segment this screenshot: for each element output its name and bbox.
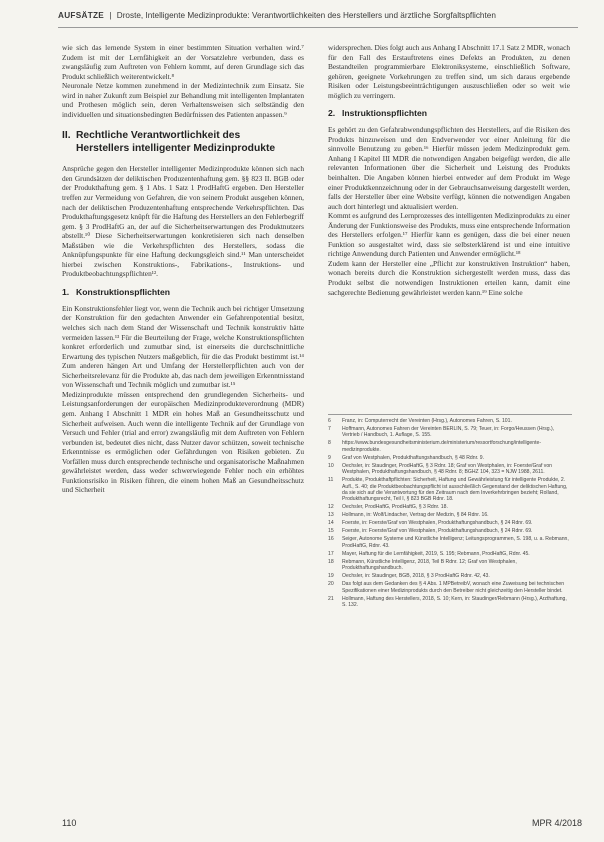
section-heading-line-1: Rechtliche Verantwortlichkeit des: [76, 130, 241, 142]
left-column: [62, 43, 304, 495]
right-paragraph-3: Zudem kann der Hersteller eine „Pflicht zur konstruktiven Instruktion“ haben, wonach bereits durch die Konstruktion sichergestellt werden muss, dass das Produkt selbst die notwendigen Instruktionen erteilen kann, damit eine sachgerechte Bedienung gewährleistet werden kann.¹⁹ Eine solche: [328, 258, 570, 297]
footnote-number: 13: [328, 512, 334, 519]
footnote-number: 6: [328, 418, 331, 424]
running-header: [58, 11, 578, 28]
footnote-number: 18: [328, 558, 334, 565]
header-section: AUFSÄTZE: [58, 11, 105, 20]
intro-paragraph-2: Neuronale Netze kommen zunehmend in der Medizintechnik zum Einsatz. Sie wird in naher Zukunft zum Beispiel zur Behandlung mit intelligenten Implantaten und Prothesen möglich sein, deren Verhaltensweisen sich selbständig den individuellen und situationsbedingten Bedürfnissen des Patienten anpassen.⁹: [62, 81, 304, 119]
footnote: [328, 581, 572, 594]
right-column: [328, 43, 570, 297]
footnotes: [328, 414, 572, 610]
footnote-number: 11: [328, 477, 334, 484]
footnote: [328, 426, 572, 439]
journal-issue: MPR 4/2018: [532, 818, 583, 828]
footnote-number: 16: [328, 536, 334, 543]
footnote-text: Rebmann, Künstliche Intelligenz, 2018, Teil B Rdnr. 12; Graf von Westphalen, Produkthaftungshandbuch.: [342, 558, 517, 572]
footnote-text: Hollmann, Haftung des Herstellers, 2018, S. 10; Kern, in: Staudinger/Rebmann (Hrsg.), Arzthaftung, S. 132.: [342, 595, 567, 609]
right-paragraph-2: Kommt es aufgrund des Lernprozesses des intelligenten Medizinprodukts zu einer Änderung der Funktionsweise des Produkts, muss eine entsprechende Information des Herstellers erfolgen.¹⁷ Hierfür kann es genügen, dass die bei einer neuen Funktion so ausgestaltet wird, dass sie selbsterklärend ist und eine intuitive richtige Anwendung durch Patienten und Anwender ermöglicht.¹⁸: [328, 211, 570, 259]
subsection-title: Instruktionspflichten: [342, 108, 427, 119]
footnote-text: Das folgt aus dem Gedanken des § 4 Abs. 1 MPBetreibV, wonach eine Zuweisung bei technischen Spezifikationen einer Medizinprodukts durch den Betreiber nicht gleichzeitig den Hersteller bindet.: [342, 581, 565, 594]
header-divider: |: [109, 11, 112, 20]
footnote-text: Graf von Westphalen, Produkthaftungshandbuch, § 48 Rdnr. 9.: [342, 454, 485, 461]
footnote-number: 10: [328, 462, 334, 469]
footnote-number: 19: [328, 573, 334, 580]
header-running-title: Droste, Intelligente Medizinprodukte: Verantwortlichkeiten des Herstellers und ärztliche Sorgfaltspflichten: [116, 11, 496, 20]
subsection-heading-2: [328, 108, 570, 118]
footnote-number: 14: [328, 520, 334, 527]
footnote: [328, 573, 572, 579]
footnote: [328, 528, 572, 534]
footnote: [328, 477, 572, 503]
intro-paragraph-1: wie sich das lernende System in einer bestimmten Situation verhalten wird.⁷ Zudem ist mit der Lernfähigkeit an der Vorsatzlehre verbunden, dass es zwangsläufig zum Auftreten von Fehlern kommt, auf deren Grundlage sich das Produkt schließlich weiterentwickelt.⁸: [62, 43, 304, 81]
subsection-number: 1.: [62, 286, 70, 297]
section-heading-line-2: Herstellers intelligenter Medizinprodukte: [76, 142, 276, 154]
footnote-text: Franz, in: Computerrecht der Vereinten (Hrsg.), Autonomes Fahren, S. 101.: [342, 418, 512, 424]
footnote-text: Hoffmann, Autonomes Fahren der Vereinten BERLIN, S. 79; Teuer, in: Forgo/Heussen (Hrsg.), Vertrieb / Handbuch, 1. Auflage, S. 155.: [342, 426, 555, 439]
footnote-text: Seiger, Autonome Systeme und Künstliche Intelligenz; Leitungsprogrammen, S. 198, u. a. Rebmann, ProdHaftG, Rdnr. 43.: [342, 536, 569, 549]
footnote-text: Oechsler, in: Staudinger, ProdHaftG, § 3 Rdnr. 18; Graf von Westphalen, in: Foerste/Graf von Westphalen, Produkthaftungshandbuch, § 48 Rdnr. 8; BGHZ 104, 323 = NJW 1988, 2611.: [342, 462, 552, 476]
footnote-text: Oechsler, in: Staudinger, BGB, 2018, § 3 ProdHaftG Rdnr. 42, 43.: [342, 573, 490, 580]
footnote-text: Oechsler, ProdHaftG, ProdHaftG, § 3 Rdnr. 18.: [342, 504, 448, 511]
footnote: [328, 520, 572, 526]
footnote: [328, 440, 572, 453]
section-number: II.: [62, 130, 71, 142]
footnote: [328, 504, 572, 510]
footnote-text: Hollmann, in: Wolf/Lindacher, Vertrag der Medizin, § 84 Rdnr. 16.: [342, 512, 489, 519]
footnote-number: 20: [328, 581, 334, 588]
footnote: [328, 463, 572, 476]
footnote: [328, 596, 572, 609]
footnote-number: 21: [328, 595, 334, 602]
subsection-number: 2.: [328, 108, 336, 119]
footnote-number: 9: [328, 454, 331, 461]
footnote: [328, 418, 572, 424]
section-paragraph: Ansprüche gegen den Hersteller intelligenter Medizinprodukte können sich nach den Grundsätzen der deliktischen Produzentenhaftung gem. §§ 823 II. BGB oder der Produkthaftung gem. § 1 Abs. 1 Satz 1 ProdHaftG ergeben. Den Hersteller treffen zur Vermeidung von Gefahren, die von seinem Produkt ausgehen können, nach der deliktischen Produzentenhaftung entsprechende Verkehrspflichten. Das Produkthaftungsgesetz knüpft für die Haftung des Herstellers an den Fehlerbegriff gem. § 3 ProdHaftG an, der auf die Sicherheitserwartungen des Produktnutzers abstellt.¹⁰ Diese Sicherheitserwartungen konkretisieren sich nach denselben Maßstäben wie die Verkehrspflichten des Herstellers, sodass die Anknüpfungspunkte für eine Haftung deckungsgleich sind.¹¹ Man unterscheidet hierbei zwischen Konstruktions-, Fabrikations-, Instruktions- und Produktbeobachtungspflichten¹².: [62, 164, 304, 279]
footnote-text: https://www.bundesgesundheitsministerium.de/ministerium/ressortforschung/intelligente-medizinprodukte.: [342, 440, 542, 453]
footnote: [328, 559, 572, 572]
footnote-number: 7: [328, 426, 331, 432]
section-heading-ii: [62, 130, 304, 155]
footnote-text: Foerste, in: Foerste/Graf von Westphalen, Produkthaftungshandbuch, § 24 Rdnr. 69.: [342, 528, 533, 535]
right-top-paragraph: widersprechen. Dies folgt auch aus Anhang I Abschnitt 17.1 Satz 2 MDR, wonach für den Fall des Erstauftretens eines Defekts an Produkten, zu denen Bestandteilen programmierbare Elektroniksysteme, einschließlich Software, gehören, geeignete Vorkehrungen zu treffen sind, um sich daraus ergebende Risiken oder Leistungsbeeinträchtigungen auszuschließen oder so weit wie möglich zu verringern.: [328, 43, 570, 100]
right-paragraph-1: Es gehört zu den Gefahrabwendungspflichten des Herstellers, auf die Risiken des Produkts hinzuweisen und den Endverwender vor einer Anleitung für die sinnvolle Benutzung zu geben.¹⁶ Hierfür müssen jedem Medizinprodukt gem. Anhang I Kapitel III MDR die notwendigen Angaben beigefügt werden, die alle relevanten Informationen über die Sicherheit und Leistung des Produkts beinhalten. Die Angaben können hierbei entweder auf dem Produkt im Wege einer Produktkennzeichnung oder in der Gebrauchsanweisung dargestellt werden, falls der Hersteller über eine Website verfügt, können die notwendigen Angaben auch dort hinterlegt und aktualisiert werden.: [328, 125, 570, 211]
page-number: 110: [62, 818, 77, 828]
footnote-number: 15: [328, 528, 334, 535]
subsection-title: Konstruktionspflichten: [76, 286, 171, 297]
footnote-number: 8: [328, 440, 331, 447]
subsection-paragraph-2: Medizinprodukte müssen entsprechend den grundlegenden Sicherheits- und Leistungsanforderungen der europäischen Medizinprodukteverordnung (MDR) gem. Anhang I Abschnitt 1 MDR ein hohes Maß an Gesundheitsschutz und Sicherheit aufweisen. Auch wenn die intelligente Technik auf der Grundlage von Versuch und Fehler (trial and error) zwangsläufig mit dem Auftreten von Fehlern verbunden ist, bedeutet dies nicht, dass Nutzer davor schützen, soweit technische Erkenntnisse es ermöglichen oder Gefährdungen von Risiken gebieten. Zu Vorfällen muss durch entsprechende technische und organisatorische Maßnahmen gewährleistet werden, dass weder schwerwiegende Fehler noch ein erhöhtes Funktionsrisiko in Risiken führen, die einem hohen Maß an Gesundheitsschutz und Sicherheit: [62, 389, 304, 495]
footnote-number: 17: [328, 550, 334, 557]
footnote-number: 12: [328, 504, 334, 511]
footnote: [328, 536, 572, 549]
footnote-text: Mayer, Haftung für die Lernfähigkeit, 2019, S. 195; Rebmann, ProdHaftG, Rdnr. 45.: [342, 550, 530, 557]
footnote: [328, 512, 572, 518]
footnote-text: Foerste, in: Foerste/Graf von Westphalen, Produkthaftungshandbuch, § 24 Rdnr. 69.: [342, 520, 533, 527]
subsection-paragraph-1: Ein Konstruktionsfehler liegt vor, wenn die Technik auch bei richtiger Umsetzung der Konstruktion für den gedachten Anwender ein Gefahrenpotential besitzt, welches sich nach dem Stand der Wissenschaft und Technik konstruktiv hätte vermeiden lassen.¹³ Für die Beurteilung der Frage, welche Konstruktionspflichten konkret erforderlich und zumutbar sind, ist einerseits die durchschnittliche Erwartung des typischen Nutzers maßgeblich, für die das Produkt bestimmt ist.¹⁴ Zum anderen hängen Art und Umfang der Herstellerpflichten auch von der Sicherheitsrelevanz für die Produkte ab, das nach dem jeweiligen Erkenntnisstand von Wissenschaft und Technik möglich und zumutbar ist.¹⁵: [62, 303, 304, 390]
footnote: [328, 551, 572, 557]
footnote: [328, 455, 572, 461]
subsection-heading-1: [62, 287, 304, 297]
footnote-text: Produkte, Produkthaftpflichten: Sicherheit, Haftung und Gewährleistung für intelligente Produkte, 2. Aufl., S. 40; die Produktbeobachtungspflicht ist ausschließlich Gegenstand der deliktischen Haftung, da sie sich auf die Verantwortung für den Zeitraum nach dem Inverkehrbringen bezieht; Rolland, Produkthaftungsrecht, Teil I, § 823 BGB Rdnr. 18.: [342, 477, 568, 503]
